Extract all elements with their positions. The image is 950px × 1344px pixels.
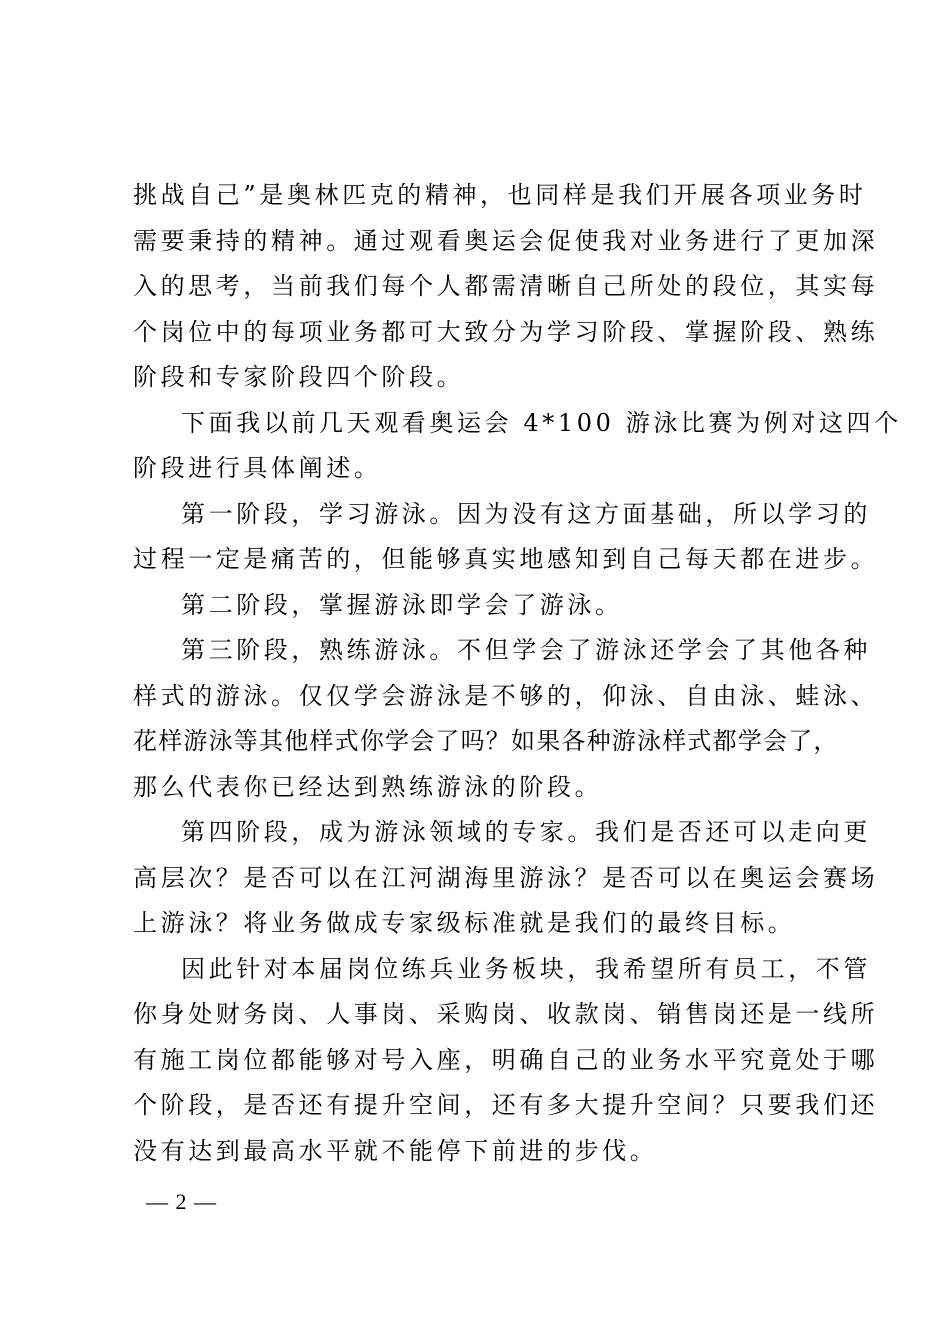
text-line: 你身处财务岗、人事岗、采购岗、收款岗、销售岗还是一线所 [133,1000,879,1028]
text-line: 有施工岗位都能够对号入座，明确自己的业务水平究竟处于哪 [133,1045,879,1074]
text-line: 花样游泳等其他样式你学会了吗？如果各种游泳样式都学会了， [133,727,839,755]
text-line: 阶段和专家阶段四个阶段。 [133,363,465,391]
text-line: 第二阶段，掌握游泳即学会了游泳。 [181,590,623,619]
text-line: 过程一定是痛苦的，但能够真实地感知到自己每天都在进步。 [133,545,879,573]
text-line: 没有达到最高水平就不能停下前进的步伐。 [133,1136,658,1165]
text-line: 第四阶段，成为游泳领域的专家。我们是否还可以走向更 [181,818,871,846]
text-line: 第一阶段，学习游泳。因为没有这方面基础，所以学习的 [181,499,871,528]
text-line: 第三阶段，熟练游泳。不但学会了游泳还学会了其他各种 [181,636,871,664]
text-line: 个岗位中的每项业务都可大致分为学习阶段、掌握阶段、熟练 [133,317,879,346]
text-line: 上游泳？将业务做成专家级标准就是我们的最终目标。 [133,909,796,937]
text-line: 下面我以前几天观看奥运会 4*100 游泳比赛为例对这四个 [181,408,902,437]
page-number: — 2 — [146,1189,217,1214]
text-line: 样式的游泳。仅仅学会游泳是不够的，仰泳、自由泳、蛙泳、 [133,681,879,710]
text-line: 需要秉持的精神。通过观看奥运会促使我对业务进行了更加深 [133,226,879,255]
text-line: 挑战自己”是奥林匹克的精神，也同样是我们开展各项业务时 [133,181,867,209]
text-line: 因此针对本届岗位练兵业务板块，我希望所有员工，不管 [181,954,871,983]
text-line: 那么代表你已经达到熟练游泳的阶段。 [133,772,603,801]
text-line: 高层次？是否可以在江河湖海里游泳？是否可以在奥运会赛场 [133,863,879,892]
text-line: 阶段进行具体阐述。 [133,454,382,482]
text-line: 个阶段，是否还有提升空间，还有多大提升空间？只要我们还 [133,1091,879,1119]
document-body [133,173,902,1174]
text-line: 入的思考，当前我们每个人都需清晰自己所处的段位，其实每 [133,272,879,300]
